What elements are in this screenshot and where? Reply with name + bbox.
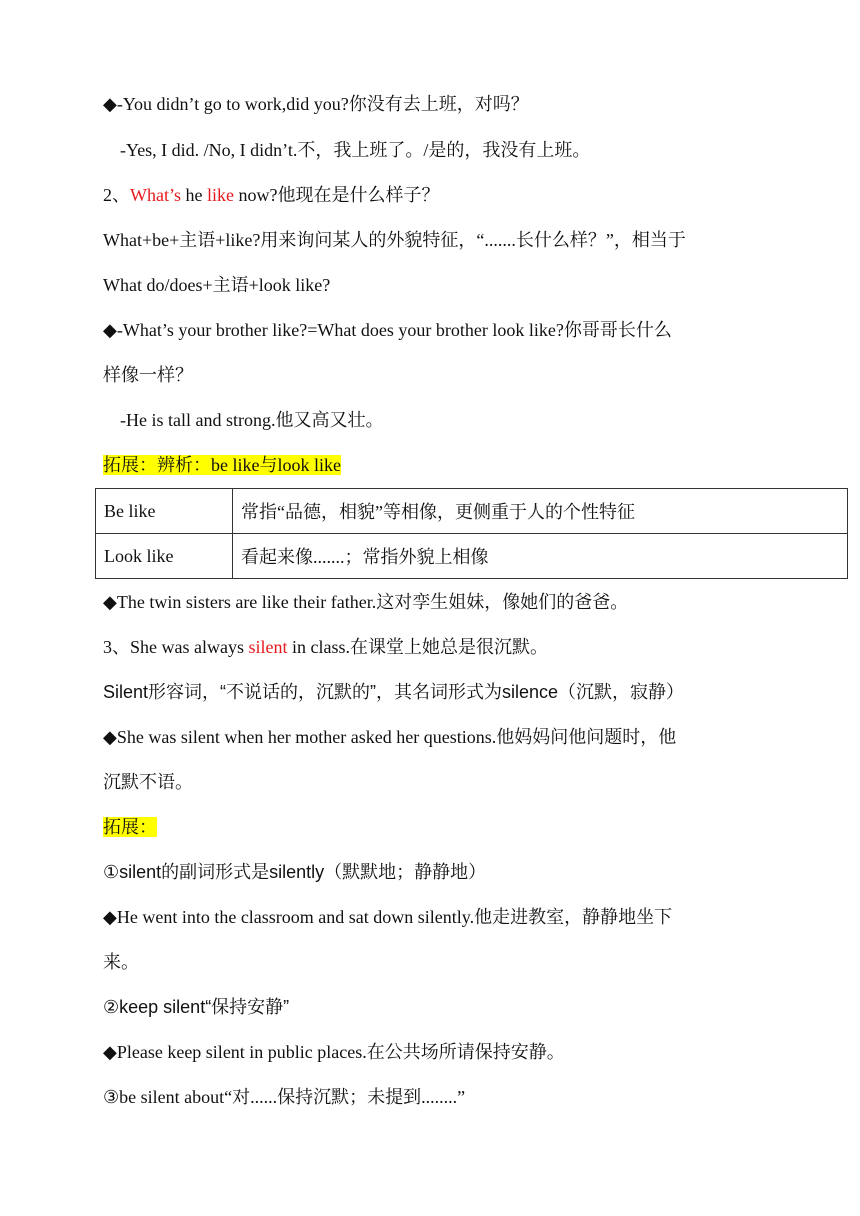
- item-3-heading: [103, 635, 548, 659]
- example-answer: -He is tall and strong.他又高又壮。: [120, 410, 384, 430]
- highlighted-text: 拓展：: [103, 817, 157, 837]
- text: 3、She was always: [103, 637, 249, 657]
- explanation-line: What do/does+主语+look like?: [103, 275, 331, 295]
- table-cell-desc: 常指“品德，相貌”等相像，更侧重于人的个性特征: [233, 489, 848, 534]
- table-cell-term: Be like: [96, 489, 233, 534]
- example-line: ◆-You didn’t go to work,did you?你没有去上班，对吗？: [103, 94, 529, 114]
- extension-heading: [103, 453, 341, 477]
- table-cell-term: Look like: [96, 534, 233, 579]
- example-line: ◆-What’s your brother like?=What does your brother look like?你哥哥长什么: [103, 320, 672, 340]
- highlighted-text: 拓展：辨析：be like与look like: [103, 455, 341, 475]
- extension-heading: [103, 815, 157, 839]
- explanation-line: Silent形容词，“不说话的，沉默的”，其名词形式为silence（沉默，寂静）: [103, 682, 685, 702]
- text: now?他现在是什么样子？: [234, 185, 440, 205]
- explanation-line: What+be+主语+like?用来询问某人的外貌特征，“.......长什么样？”，相当于: [103, 230, 686, 250]
- example-line: ◆Please keep silent in public places.在公共场所请保持安静。: [103, 1042, 565, 1062]
- text: in class.在课堂上她总是很沉默。: [287, 637, 548, 657]
- comparison-table: [95, 488, 848, 579]
- text: he: [181, 185, 207, 205]
- example-line: ◆She was silent when her mother asked her questions.他妈妈问他问题时，他: [103, 727, 677, 747]
- example-line: 来。: [103, 952, 139, 972]
- example-line: ◆He went into the classroom and sat down silently.他走进教室，静静地坐下: [103, 907, 673, 927]
- sub-point-1: ①silent的副词形式是silently（默默地；静静地）: [103, 862, 487, 882]
- table-cell-desc: 看起来像.......；常指外貌上相像: [233, 534, 848, 579]
- table-row: [96, 534, 848, 579]
- sub-point-2: ②keep silent“保持安静”: [103, 997, 290, 1017]
- keyword-whats: What’s: [130, 185, 181, 205]
- keyword-like: like: [207, 185, 234, 205]
- item-2-heading: [103, 183, 440, 207]
- example-line: ◆The twin sisters are like their father.这对孪生姐妹，像她们的爸爸。: [103, 592, 629, 612]
- keyword-silent: silent: [248, 637, 288, 657]
- example-line: 样像一样？: [103, 365, 193, 385]
- sub-point-3: ③be silent about“对......保持沉默；未提到........”: [103, 1087, 466, 1107]
- table-row: [96, 489, 848, 534]
- item-number: 2、: [103, 185, 130, 205]
- example-answer: -Yes, I did. /No, I didn’t.不，我上班了。/是的，我没有上班。: [120, 140, 591, 160]
- example-line: 沉默不语。: [103, 772, 193, 792]
